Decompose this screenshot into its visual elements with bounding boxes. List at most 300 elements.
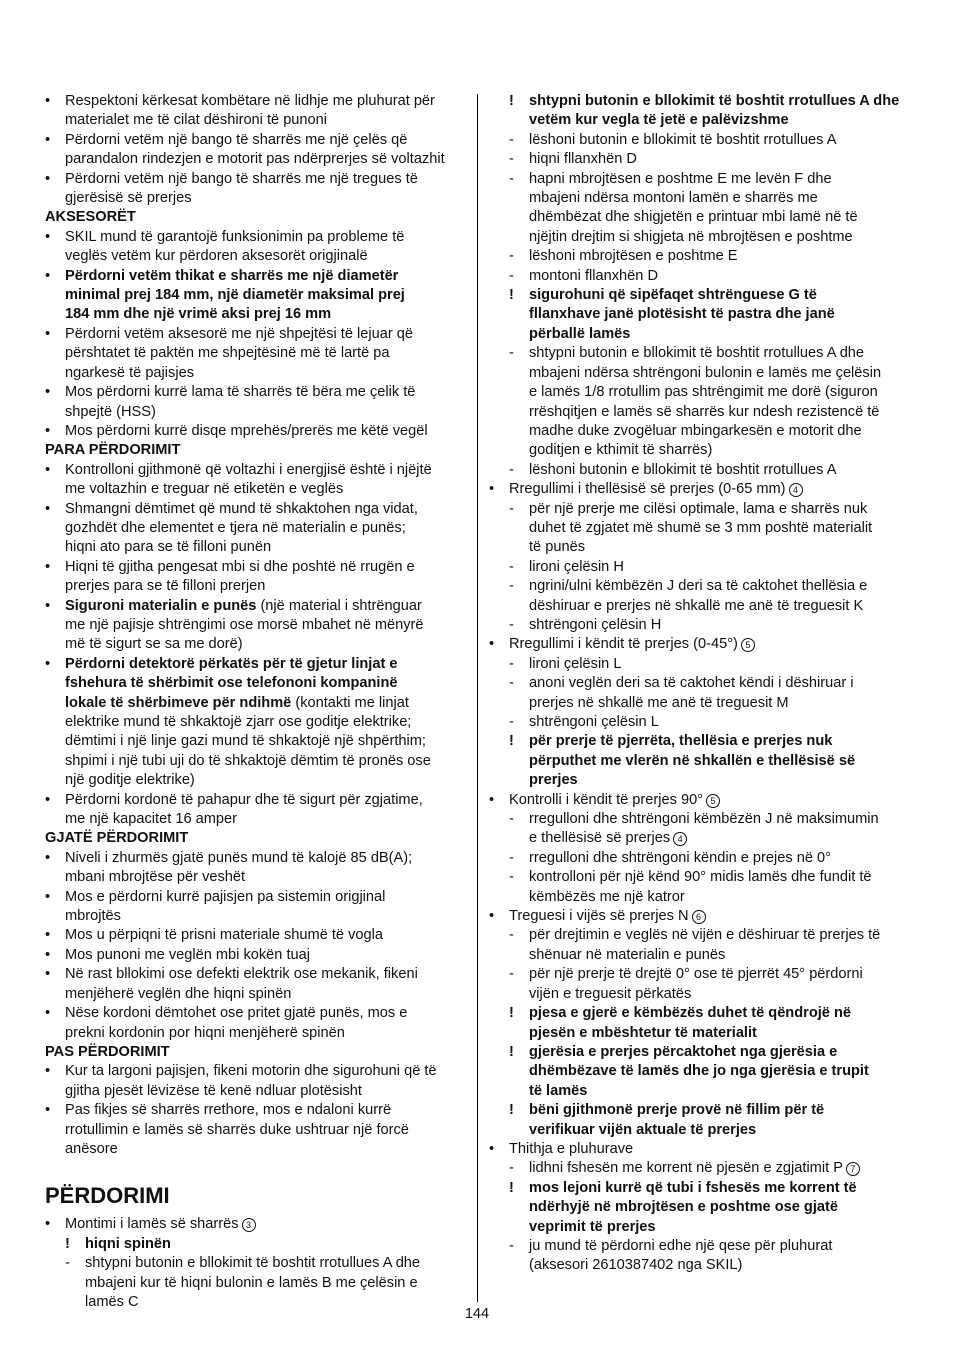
- item-text: rregulloni dhe shtrëngoni këmbëzën J në maksimumin: [529, 811, 879, 828]
- list-item: [489, 480, 911, 499]
- item-text: dhëmbëzat dhe shigjetën e printuar mbi lamë në të: [529, 209, 858, 226]
- list-item-continuation: [489, 1121, 911, 1140]
- item-text: minimal prej 184 mm, një diametër maksimal prej: [65, 287, 405, 304]
- item-text: sigurohuni që sipëfaqet shtrënguese G të: [529, 287, 817, 304]
- section-heading: GJATË PËRDORIMIT: [45, 830, 189, 847]
- item-text: Përdorni vetëm thikat e sharrës me një diametër: [65, 267, 399, 284]
- list-item-continuation: [45, 868, 467, 887]
- bullet-marker: •: [45, 461, 51, 478]
- item-text: rregulloni dhe shtrëngoni këndin e prejes në 0°: [529, 849, 831, 866]
- item-text: montoni fllanxhën D: [529, 267, 658, 284]
- item-text: materialet me të cilat dëshironi të punoni: [65, 112, 328, 129]
- bullet-marker: •: [45, 791, 51, 808]
- dash-marker: -: [509, 811, 514, 828]
- list-item-continuation: [45, 1024, 467, 1043]
- item-text: e thellësisë së prerjes: [529, 830, 671, 847]
- list-item-continuation: [489, 1082, 911, 1101]
- figure-reference: 5: [706, 794, 720, 808]
- item-text: vetëm kur vegla të jetë e palëvizshme: [529, 112, 789, 129]
- list-item-continuation: [45, 616, 467, 635]
- item-text: një goditje elektrike): [65, 772, 195, 789]
- item-text: Kontrolli i këndit të prerjes 90°: [509, 791, 704, 808]
- figure-reference: 6: [692, 910, 706, 924]
- list-item-continuation: [489, 422, 911, 441]
- item-text: bëni gjithmonë prerje provë në fillim për të: [529, 1102, 825, 1119]
- list-item-continuation: [489, 189, 911, 208]
- list-item-continuation: [45, 771, 467, 790]
- list-item-continuation: [45, 305, 467, 324]
- bullet-marker: •: [45, 888, 51, 905]
- bullet-marker: •: [489, 791, 495, 808]
- list-item: [45, 926, 467, 945]
- item-text: Rregullimi i thellësisë së prerjes (0-65 mm): [509, 481, 786, 498]
- right-column: [489, 92, 911, 1276]
- dash-marker: -: [509, 966, 514, 983]
- bullet-marker: •: [45, 597, 51, 614]
- list-item: [45, 849, 467, 868]
- item-text: shpimi i një tubi uji do të shkaktojë dëmtim të pronës ose: [65, 752, 431, 769]
- bullet-marker: •: [45, 1063, 51, 1080]
- item-text: veglës vetëm kur përdoren aksesorët origjinalë: [65, 248, 368, 265]
- item-text: Mos punoni me veglën mbi kokën tuaj: [65, 946, 310, 963]
- item-text: Shmangni dëmtimet që mund të shkaktohen nga vidat,: [65, 500, 418, 517]
- item-text: këmbëzës me një katror: [529, 888, 685, 905]
- dash-marker: -: [509, 248, 514, 265]
- item-text: për drejtimin e veglës në vijën e dëshiruar të prerjes të: [529, 927, 881, 944]
- list-item: [45, 1062, 467, 1081]
- list-item-continuation: [45, 732, 467, 751]
- list-item: [489, 635, 911, 654]
- item-text: Hiqni të gjitha pengesat mbi si dhe poshtë në rrugën e: [65, 558, 415, 575]
- item-text: lironi çelësin L: [529, 655, 622, 672]
- list-item-continuation: [489, 888, 911, 907]
- item-text: gozhdët dhe elementet e tjera në materialin e punës;: [65, 519, 406, 536]
- dash-marker: -: [509, 170, 514, 187]
- list-item: [45, 965, 467, 984]
- dash-marker: -: [509, 131, 514, 148]
- item-text: lokale të shërbimeve për ndihmë: [65, 694, 292, 711]
- sub-list-item: [489, 1159, 911, 1178]
- bullet-marker: •: [489, 908, 495, 925]
- item-text: pjesa e gjerë e këmbëzës duhet të qëndrojë në: [529, 1005, 851, 1022]
- item-text: fshehura të shërbimit ose telefononi kompaninë: [65, 675, 398, 692]
- sub-list-item: [489, 616, 911, 635]
- sub-list-item: [489, 558, 911, 577]
- item-text: Treguesi i vijës së prerjes N: [509, 908, 689, 925]
- sub-list-item: [489, 1179, 911, 1198]
- bullet-marker: •: [45, 500, 51, 517]
- left-column: [45, 92, 467, 1312]
- list-item-continuation: [489, 403, 911, 422]
- list-item-continuation: [45, 480, 467, 499]
- list-item-continuation: [489, 1256, 911, 1275]
- item-text: gjitha pjesët lëvizëse të kenë ndluar plotësisht: [65, 1082, 362, 1099]
- sub-list-item: [489, 713, 911, 732]
- sub-list-item: [45, 1235, 467, 1254]
- bullet-marker: •: [489, 481, 495, 498]
- item-text: Thithja e pluhurave: [509, 1140, 634, 1157]
- dash-marker: -: [509, 927, 514, 944]
- section-heading: PAS PËRDORIMIT: [45, 1043, 170, 1060]
- section-heading: PARA PËRDORIMIT: [45, 442, 181, 459]
- warning-marker: !: [509, 1102, 514, 1119]
- list-item-continuation: [45, 674, 467, 693]
- bullet-marker: •: [45, 558, 51, 575]
- item-text: menjëherë veglën dhe hiqni spinën: [65, 985, 292, 1002]
- item-text: ngarkesë të pajisjes: [65, 364, 194, 381]
- bullet-marker: •: [45, 325, 51, 342]
- list-item-continuation: [45, 1274, 467, 1293]
- item-text: mbajeni ndërsa montoni lamën e sharrës me: [529, 190, 818, 207]
- item-text: anësore: [65, 1140, 118, 1157]
- warning-marker: !: [65, 1235, 70, 1252]
- item-text: 184 mm dhe një vrimë aksi prej 16 mm: [65, 306, 332, 323]
- item-text: prerjes në shkallë me anë të treguesit M: [529, 694, 789, 711]
- list-item: [45, 383, 467, 402]
- list-item-continuation: [45, 111, 467, 130]
- item-text: prerjes: [529, 772, 578, 789]
- list-item-continuation: [45, 189, 467, 208]
- item-text: rrotullimin e lamës së sharrës duke ushtruar një forcë: [65, 1121, 409, 1138]
- list-item: [45, 170, 467, 189]
- sub-list-item: [489, 732, 911, 751]
- list-item-continuation: [45, 713, 467, 732]
- item-text: Kur ta largoni pajisjen, fikeni motorin dhe sigurohuni që të: [65, 1063, 437, 1080]
- item-text: hiqni fllanxhën D: [529, 151, 637, 168]
- sub-list-item: [489, 1004, 911, 1023]
- figure-reference: 4: [789, 483, 803, 497]
- bullet-marker: •: [45, 170, 51, 187]
- item-text: shpejtë (HSS): [65, 403, 156, 420]
- item-text: lëshoni mbrojtësen e poshtme E: [529, 248, 738, 265]
- warning-marker: !: [509, 733, 514, 750]
- item-text: anoni veglën deri sa të caktohet këndi i dëshiruar i: [529, 675, 854, 692]
- item-text: mbajeni ndërsa shtrëngoni bulonin e lamës me çelësin: [529, 364, 882, 381]
- column-divider: [477, 94, 478, 1302]
- dash-marker: -: [509, 151, 514, 168]
- sub-list-item: [489, 965, 911, 984]
- warning-marker: !: [509, 287, 514, 304]
- list-item-continuation: [45, 694, 467, 713]
- list-item-continuation: [45, 985, 467, 1004]
- item-text: Mos e përdorni kurrë pajisjen pa sistemin origjinal: [65, 888, 386, 905]
- dash-marker: -: [509, 714, 514, 730]
- list-item-continuation: [45, 635, 467, 654]
- item-text: parandalon rindezjen e motorit pas ndërprerjes së voltazhit: [65, 151, 445, 168]
- list-item-continuation: [489, 985, 911, 1004]
- list-item: [45, 1101, 467, 1120]
- item-text: pjesën e mbështetur të materialit: [529, 1024, 757, 1041]
- list-item-continuation: [45, 403, 467, 422]
- item-text: (aksesori 2610387402 nga SKIL): [529, 1257, 743, 1274]
- item-text: rrëshqitjen e lamës së sharrës kur ndesh rezistencë të: [529, 403, 880, 420]
- item-text: vijën e treguesit përkatës: [529, 985, 692, 1002]
- sub-list-item: [489, 674, 911, 693]
- bullet-marker: •: [45, 1005, 51, 1022]
- list-item-continuation: [489, 538, 911, 557]
- item-text: Siguroni materialin e punës: [65, 597, 257, 614]
- sub-list-item: [489, 849, 911, 868]
- warning-marker: !: [509, 93, 514, 109]
- dash-marker: -: [509, 675, 514, 692]
- dash-marker: -: [509, 1237, 514, 1254]
- item-text: Mos përdorni kurrë lama të sharrës të bëra me çelik të: [65, 384, 416, 401]
- item-text: lëshoni butonin e bllokimit të boshtit rrotullues A: [529, 461, 837, 478]
- bullet-marker: •: [45, 1216, 51, 1233]
- list-item-continuation: [489, 1062, 911, 1081]
- item-text: mbrojtës: [65, 908, 121, 925]
- sub-list-item: [489, 170, 911, 189]
- sub-list-item: [489, 1237, 911, 1256]
- item-text: Respektoni kërkesat kombëtare në lidhje me pluhurat për: [65, 93, 435, 109]
- list-item-continuation: [489, 383, 911, 402]
- dash-marker: -: [509, 558, 514, 575]
- figure-reference: 5: [741, 638, 755, 652]
- item-text: me një pajisje shtrëngimi ose morsë mbahet në mënyrë: [65, 616, 424, 633]
- sub-list-item: [489, 286, 911, 305]
- dash-marker: -: [509, 461, 514, 478]
- item-text: lironi çelësin H: [529, 558, 624, 575]
- list-item: [45, 1004, 467, 1023]
- list-item-continuation: [45, 577, 467, 596]
- item-text: Përdorni detektorë përkatës për të gjetur linjat e: [65, 655, 398, 672]
- list-item-continuation: [489, 228, 911, 247]
- item-text: SKIL mund të garantojë funksionimin pa probleme të: [65, 228, 405, 245]
- item-text: ndërhyjë në mbrojtësen e poshtme ose gjatë: [529, 1199, 838, 1216]
- sub-list-item: [489, 344, 911, 363]
- sub-list-item: [489, 810, 911, 829]
- list-item: [45, 92, 467, 111]
- bullet-marker: •: [45, 93, 51, 109]
- sub-list-item: [489, 1101, 911, 1120]
- list-item: [45, 1215, 467, 1234]
- item-text: verifikuar vijën aktuale të prerjes: [529, 1121, 757, 1138]
- item-text: gjerësia e prerjes përcaktohet nga gjerësia e: [529, 1043, 838, 1060]
- item-text: kontrolloni për një kënd 90° midis lamës dhe fundit të: [529, 869, 872, 886]
- list-item-continuation: [489, 441, 911, 460]
- sub-list-item: [489, 655, 911, 674]
- item-text: Përdorni vetëm një bango të sharrës me një çelës që: [65, 131, 408, 148]
- item-text: shënuar në materialin e punës: [529, 946, 726, 963]
- section-heading: AKSESORËT: [45, 209, 136, 226]
- list-item: [45, 228, 467, 247]
- figure-reference: 7: [846, 1162, 860, 1176]
- list-item-continuation: [45, 1121, 467, 1140]
- list-item-continuation: [489, 1024, 911, 1043]
- list-item-continuation: [489, 519, 911, 538]
- list-item: [45, 946, 467, 965]
- sub-list-item: [489, 868, 911, 887]
- list-item-continuation: [489, 364, 911, 383]
- bullet-marker: •: [489, 636, 495, 653]
- item-text: lamës C: [85, 1293, 139, 1310]
- sub-list-item: [489, 92, 911, 111]
- item-text: hapni mbrojtësen e poshtme E me levën F dhe: [529, 170, 832, 187]
- list-item-continuation: [489, 694, 911, 713]
- item-text: shtypni butonin e bllokimit të boshtit rrotullues A dhe: [529, 345, 865, 362]
- list-item-continuation: [45, 286, 467, 305]
- item-text: për një prerje të drejtë 0° ose të pjerrët 45° përdorni: [529, 966, 863, 983]
- dash-marker: -: [509, 1160, 514, 1177]
- list-item: [45, 558, 467, 577]
- item-text: ngrini/ulni këmbëzën J deri sa të caktohet thellësia e: [529, 578, 868, 595]
- item-text: për prerje të pjerrëta, thellësia e prerjes nuk: [529, 733, 833, 750]
- sub-list-item: [489, 247, 911, 266]
- bullet-marker: •: [45, 131, 51, 148]
- list-item-continuation: [489, 305, 911, 324]
- sub-list-item: [489, 1043, 911, 1062]
- list-item: [45, 500, 467, 519]
- item-text: mbani mbrojtëse për veshët: [65, 869, 246, 886]
- item-text: shtypni butonin e bllokimit të boshtit rrotullues A dhe: [529, 93, 900, 109]
- list-item-continuation: [45, 247, 467, 266]
- list-item-continuation: [45, 810, 467, 829]
- list-item: [45, 422, 467, 441]
- item-text: dhëmbëzave të lamës dhe jo nga gjerësia e trupit: [529, 1063, 869, 1080]
- item-text: prerjes para se të filloni prerjen: [65, 578, 266, 595]
- figure-reference: 3: [242, 1218, 256, 1232]
- bullet-marker: •: [45, 655, 51, 672]
- item-text: elektrike mund të shkaktojë zjarr ose goditje elektrike;: [65, 714, 412, 730]
- item-text: prekni kordonin por hiqni menjëherë spinën: [65, 1024, 345, 1041]
- bullet-marker: •: [45, 1102, 51, 1119]
- dash-marker: -: [509, 655, 514, 672]
- list-item: [45, 597, 467, 616]
- item-text: shtypni butonin e bllokimit të boshtit rrotullues A dhe: [85, 1255, 421, 1272]
- item-text: përballë lamës: [529, 325, 631, 342]
- sub-list-item: [489, 577, 911, 596]
- item-text: madhe duke zvogëluar mbingarkesën e motorit dhe: [529, 422, 862, 439]
- item-text: mbajeni kur të hiqni bulonin e lamës B me çelësin e: [85, 1274, 418, 1291]
- sub-list-item: [489, 926, 911, 945]
- item-text: lëshoni butonin e bllokimit të boshtit rrotullues A: [529, 131, 837, 148]
- bullet-marker: •: [45, 927, 51, 944]
- item-text: përputhet me vlerën në shkallën e thellësisë së: [529, 752, 856, 769]
- item-text: shtrëngoni çelësin H: [529, 616, 662, 633]
- list-item-continuation: [489, 771, 911, 790]
- bullet-marker: •: [45, 946, 51, 963]
- list-item-continuation: [489, 1198, 911, 1217]
- list-item-continuation: [45, 150, 467, 169]
- item-text: njëjtin drejtim si shigjeta në mbrojtësen e poshtme: [529, 228, 853, 245]
- figure-reference: 4: [673, 832, 687, 846]
- item-text: e lamës 1/8 rrotullim pas shtrëngimit me dorë (siguron: [529, 384, 878, 401]
- item-text: Përdorni vetëm një bango të sharrës me një tregues të: [65, 170, 418, 187]
- item-text: Në rast bllokimi ose defekti elektrik ose mekanik, fikeni: [65, 966, 418, 983]
- item-text: hiqni ato para se të filloni punën: [65, 539, 272, 556]
- item-text-regular: (kontakti me linjat: [291, 694, 409, 711]
- list-item-continuation: [45, 364, 467, 383]
- list-item: [45, 325, 467, 344]
- list-item-continuation: [489, 325, 911, 344]
- item-text: Përdorni vetëm aksesorë me një shpejtësi të lejuar që: [65, 325, 413, 342]
- dash-marker: -: [65, 1255, 70, 1272]
- item-text: për një prerje me cilësi optimale, lama e sharrës nuk: [529, 500, 868, 517]
- item-text: të punës: [529, 539, 585, 556]
- list-item-continuation: [45, 519, 467, 538]
- warning-marker: !: [509, 1179, 514, 1196]
- dash-marker: -: [509, 345, 514, 362]
- item-text: Mos u përpiqni të prisni materiale shumë të vogla: [65, 927, 383, 944]
- list-item: [45, 461, 467, 480]
- list-item: [45, 131, 467, 150]
- list-item-continuation: [45, 538, 467, 557]
- item-text: Përdorni kordonë të pahapur dhe të sigurt për zgjatime,: [65, 791, 423, 808]
- dash-marker: -: [509, 869, 514, 886]
- item-text: Pas fikjes së sharrës rrethore, mos e ndaloni kurrë: [65, 1102, 392, 1119]
- bullet-marker: •: [45, 849, 51, 866]
- section-title: PËRDORIMI: [45, 1183, 170, 1209]
- item-text: më të sigurt se sa me dorë): [65, 636, 243, 653]
- list-item-continuation: [45, 1082, 467, 1101]
- bullet-marker: •: [45, 422, 51, 439]
- item-text: me voltazhin e treguar në etiketën e veglës: [65, 481, 344, 498]
- bullet-marker: •: [45, 966, 51, 983]
- list-item: [489, 1140, 911, 1159]
- list-item-continuation: [45, 1140, 467, 1159]
- item-text: me një kapacitet 16 amper: [65, 811, 237, 828]
- item-text: Nëse kordoni dëmtohet ose pritet gjatë punës, mos e: [65, 1005, 408, 1022]
- sub-list-item: [489, 500, 911, 519]
- item-text: Niveli i zhurmës gjatë punës mund të kalojë 85 dB(A);: [65, 849, 413, 866]
- item-text: Rregullimi i këndit të prerjes (0-45°): [509, 636, 738, 653]
- item-text: hiqni spinën: [85, 1235, 171, 1252]
- list-item: [45, 791, 467, 810]
- list-item-continuation: [45, 344, 467, 363]
- list-item-continuation: [489, 829, 911, 848]
- dash-marker: -: [509, 578, 514, 595]
- list-item-continuation: [489, 1218, 911, 1237]
- sub-list-item: [489, 150, 911, 169]
- page-number: 144: [464, 1306, 490, 1322]
- item-text: Kontrolloni gjithmonë që voltazhi i energjisë është i njëjtë: [65, 461, 432, 478]
- item-text: ju mund të përdorni edhe një qese për pluhurat: [529, 1237, 833, 1254]
- list-item-continuation: [45, 907, 467, 926]
- item-text: veprimit të prerjes: [529, 1218, 656, 1235]
- bullet-marker: •: [489, 1140, 495, 1157]
- item-text: të lamës: [529, 1082, 588, 1099]
- sub-list-item: [489, 131, 911, 150]
- list-item-continuation: [489, 208, 911, 227]
- item-text: përshtatet të paktën me shpejtësinë më të lartë pa: [65, 345, 390, 362]
- dash-marker: -: [509, 267, 514, 284]
- warning-marker: !: [509, 1043, 514, 1060]
- item-text: dëshiruar e prerjes në shkallë me anë të treguesit K: [529, 597, 864, 614]
- dash-marker: -: [509, 500, 514, 517]
- list-item: [45, 655, 467, 674]
- list-item: [489, 791, 911, 810]
- bullet-marker: •: [45, 384, 51, 401]
- item-text: dëmtimi i një linje gazi mund të shkaktojë një shpërthim;: [65, 733, 426, 750]
- list-item: [489, 907, 911, 926]
- item-text: fllanxhave janë plotësisht të pastra dhe janë: [529, 306, 835, 323]
- sub-list-item: [489, 461, 911, 480]
- item-text: gjerësisë së prerjes: [65, 190, 192, 207]
- item-text: duhet të zgjatet më shumë se 3 mm poshtë materialit: [529, 519, 873, 536]
- item-text: Mos përdorni kurrë disqe mprehës/prerës me këtë vegël: [65, 422, 428, 439]
- bullet-marker: •: [45, 228, 51, 245]
- warning-marker: !: [509, 1005, 514, 1022]
- sub-list-item: [489, 267, 911, 286]
- list-item-continuation: [489, 752, 911, 771]
- item-text: mos lejoni kurrë që tubi i fshesës me korrent të: [529, 1179, 857, 1196]
- sub-list-item: [45, 1254, 467, 1273]
- dash-marker: -: [509, 849, 514, 866]
- dash-marker: -: [509, 616, 514, 633]
- list-item: [45, 888, 467, 907]
- item-text-regular: (një material i shtrënguar: [256, 597, 422, 614]
- item-text: goditjen e kthimit të sharrës): [529, 442, 713, 459]
